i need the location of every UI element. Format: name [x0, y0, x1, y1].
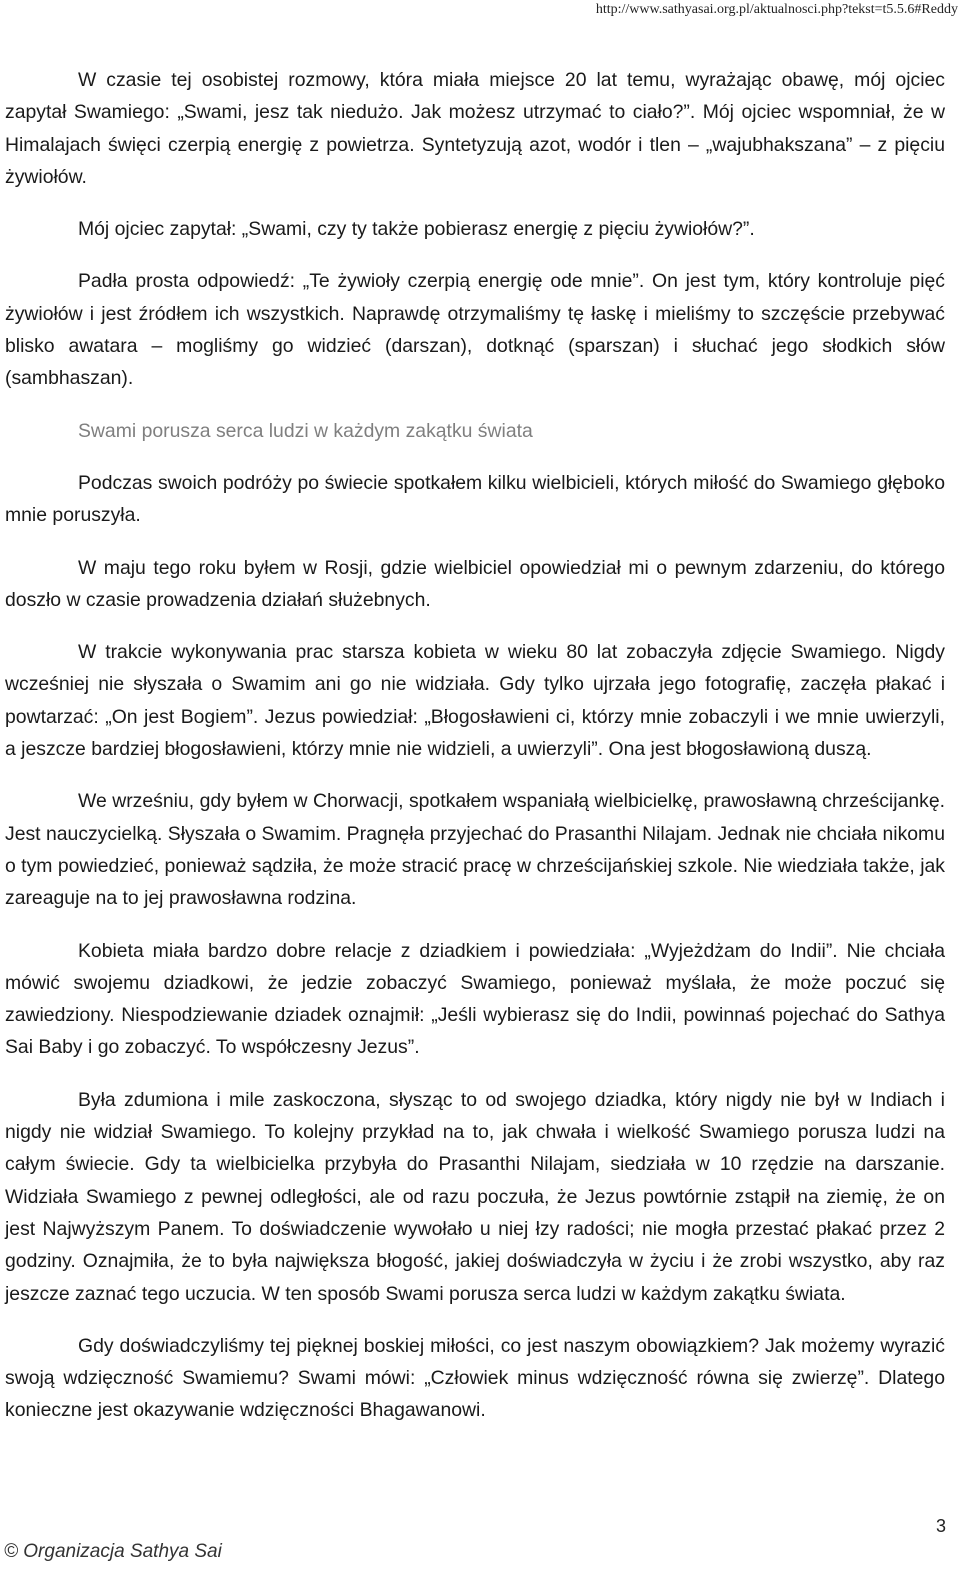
source-url: http://www.sathyasai.org.pl/aktualnosci.php?tekst=t5.5.6#Reddy — [595, 2, 958, 17]
paragraph-elderly-woman: W trakcie wykonywania prac starsza kobieta w wieku 80 lat zobaczyła zdjęcie Swamiego. Nigdy wcześniej nie słyszała o Swamim ani go nie widziała. Gdy tylko ujrzała jego fotografię, zaczęła płakać i powtarzać: „On jest Bogiem”. Jezus powiedział: „Błogosławieni ci, którzy mnie zobaczyli i we mnie uwierzyli, a jeszcze bardziej błogosławieni, którzy mnie nie widzieli, a uwierzyli”. Ona jest błogosławioną duszą. — [5, 641, 945, 761]
copyright-footer: © Organizacja Sathya Sai — [4, 1541, 222, 1562]
paragraph-gratitude: Gdy doświadczyliśmy tej pięknej boskiej miłości, co jest naszym obowiązkiem? Jak możemy wyrazić swoją wdzięczność Swamiemu? Swami mówi: „Człowiek minus wdzięczność równa się zwierzę”. Dlatego konieczne jest okazywanie wdzięczności Bhagawanowi. — [5, 1334, 945, 1422]
paragraph-question: Mój ojciec zapytał: „Swami, czy ty także pobierasz energię z pięciu żywiołów?”. — [78, 218, 755, 241]
paragraph-darshan: Była zdumiona i mile zaskoczona, słysząc to od swojego dziadka, który nigdy nie był w Indiach i nigdy nie widział Swamiego. To kolejny przykład na to, jak chwała i wielkość Swamiego porusza ludzi na całym świecie. Gdy ta wielbicielka przybyła do Prasanthi Nilajam, siedziała w 10 rzędzie na darszanie. Widziała Swamiego z pewnej odległości, ale od razu poczuła, że Jezus powtórnie zstąpił na ziemię, że on jest Najwyższym Panem. To doświadczenie wywołało u niej łzy radości; nie mogła przestać płakać przez 2 godziny. Oznajmiła, że to była największa błogość, jakiej doświadczyła w życiu i że zrobi wszystko, aby raz jeszcze zaznać tego uczucia. W ten sposób Swami porusza serca ludzi w każdym zakątku świata. — [5, 1088, 945, 1305]
paragraph-answer: Padła prosta odpowiedź: „Te żywioły czerpią energię ode mnie”. On jest tym, który kontroluje pięć żywiołów i jest źródłem ich wszystkich. Naprawdę otrzymaliśmy tę łaskę i mieliśmy to szczęście przebywać blisko awatara – mogliśmy go widzieć (darszan), dotknąć (sparszan) i słuchać jego słodkich słów (sambhaszan). — [5, 270, 945, 390]
paragraph-conversation: W czasie tej osobistej rozmowy, która miała miejsce 20 lat temu, wyrażając obawę, mój ojciec zapytał Swamiego: „Swami, jesz tak niedużo. Jak możesz utrzymać to ciało?”. Mój ojciec wspomniał, że w Himalajach święci czerpią energię z powietrza. Syntetyzują azot, wodór i tlen – „wajubhakszana” – z pięciu żywiołów. — [5, 69, 945, 188]
paragraph-russia: W maju tego roku byłem w Rosji, gdzie wielbiciel opowiedział mi o pewnym zdarzeniu, do którego doszło w czasie prowadzenia działań służebnych. — [5, 556, 945, 611]
document-body — [5, 64, 945, 1447]
paragraph-grandfather: Kobieta miała bardzo dobre relacje z dziadkiem i powiedziała: „Wyjeżdżam do Indii”. Nie chciała mówić swojemu dziadkowi, że jedzie zobaczyć Swamiego, ponieważ myślała, że może poczuć się zawiedziony. Niespodziewanie dziadek oznajmił: „Jeśli wybierasz się do Indii, powinnaś pojechać do Sathya Sai Baby i go zobaczyć. To współczesny Jezus”. — [5, 939, 945, 1059]
paragraph-travels: Podczas swoich podróży po świecie spotkałem kilku wielbicieli, których miłość do Swamiego głęboko mnie poruszyła. — [5, 471, 945, 527]
paragraph-croatia: We wrześniu, gdy byłem w Chorwacji, spotkałem wspaniałą wielbicielkę, prawosławną chrześcijankę. Jest nauczycielką. Słyszała o Swamim. Pragnęła przyjechać do Prasanthi Nilajam. Jednak nie chciała nikomu o tym powiedzieć, ponieważ sądziła, że może stracić pracę w chrześcijańskiej szkole. Nie wiedziała także, jak zareaguje na to jej prawosławna rodzina. — [5, 790, 945, 910]
section-heading: Swami porusza serca ludzi w każdym zakątku świata — [78, 419, 533, 442]
page-number: 3 — [935, 1516, 946, 1536]
